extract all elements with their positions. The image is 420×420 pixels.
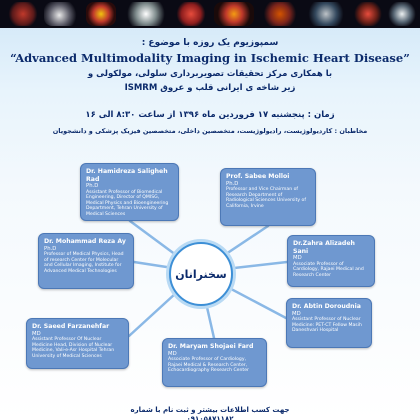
speaker-name: Dr. Abtin Doroudnia: [292, 303, 361, 310]
speaker-card-saeed-farzanehfar: [26, 318, 129, 369]
speakers-hub-label: سخنرانان: [175, 267, 227, 281]
speaker-affiliation: Associate Professor of Cardiology, Rajaei Medical & Research Center, Echocardiography Research Center: [168, 357, 249, 374]
target-audience: مخاطبان : کاردیولوژیست، رادیولوژیست، متخصصین داخلی، متخصصین فیزیک پزشکی و دانشجویان: [52, 127, 368, 135]
speaker-degree: Ph.D: [86, 183, 99, 189]
event-time: زمان : پنجشنبه ۱۷ فروردین ماه ۱۳۹۶ از ساعت ۸:۳۰ الی ۱۶: [85, 110, 335, 120]
speaker-name: Dr.Zahra Alizadeh Sani: [293, 240, 355, 255]
speaker-name: Dr. Hamidreza Saligheh Rad: [86, 168, 168, 183]
speaker-name: Dr. Maryam Shojaei Fard: [168, 343, 254, 350]
contact-phone-number[interactable]: ۰۹۱۰۵۸۷۱۱۸۲: [186, 415, 234, 420]
speaker-degree: Ph.D: [226, 180, 239, 187]
speaker-affiliation: Assistant Professor of Biomedical Engineering, Director of QMISG, Medical Physics and Bioengineering Department, Tehran University of Medical Sciences: [86, 189, 169, 217]
contact-info-text: جهت کسب اطلاعات بیشتر و ثبت نام با شماره: [130, 406, 290, 414]
speaker-affiliation: Associate Professor of Cardiology, Rajaei Medical and Research Center: [293, 261, 364, 278]
speaker-affiliation: Assistant Professor Of Nuclear Medicine Head, Division of Nuclear Medicine, Vali-e-Asr Hospital Tehran University of Medical Sciences: [32, 337, 115, 359]
speaker-degree: MD: [293, 255, 302, 261]
speakers-hub: [169, 242, 233, 306]
speaker-degree: Ph.D: [44, 245, 57, 252]
speaker-card-sabee-molloi: [220, 168, 316, 226]
speaker-degree: MD: [292, 310, 301, 317]
speaker-card-zahra-alizadeh-sani: [287, 235, 375, 287]
speaker-affiliation: Assistant Professor of Nuclear Medicine: PET-CT Fellow Masih Daneshvari Hospital: [292, 317, 362, 334]
speaker-degree: MD: [168, 350, 177, 357]
speaker-card-abtin-doroudnia: [286, 298, 372, 348]
collaboration-line-1: با همکاری مرکز تحقیقات تصویربرداری سلولی، مولکولی و: [87, 69, 333, 79]
speaker-card-hamidreza-saligheh-rad: [80, 163, 179, 221]
speaker-name: Prof. Sabee Molloi: [226, 173, 290, 180]
speaker-name: Dr. Saeed Farzanehfar: [32, 323, 110, 330]
speaker-affiliation: Professor and Vice Chairman of Research Department of Radiological Sciences University of California, Irvine: [226, 187, 306, 209]
event-title: “Advanced Multimodality Imaging in Ischemic Heart Disease”: [10, 51, 410, 65]
speaker-degree: MD: [32, 330, 41, 337]
speaker-name: Dr. Mohammad Reza Ay: [44, 238, 126, 245]
speaker-card-maryam-shojaei-fard: [162, 338, 267, 387]
speaker-card-mohammad-reza-ay: [38, 233, 134, 289]
intro-text: سمپوزیوم یک روزه با موضوع :: [141, 38, 279, 48]
collaboration-line-2: زیر شاخه ی ایرانی قلب و عروق ISMRM: [124, 83, 296, 93]
speaker-affiliation: Professor of Medical Physics, Head of research Center for Molecular and Cellular Imaging, Institute for Advanced Medical Technologies: [44, 252, 124, 274]
